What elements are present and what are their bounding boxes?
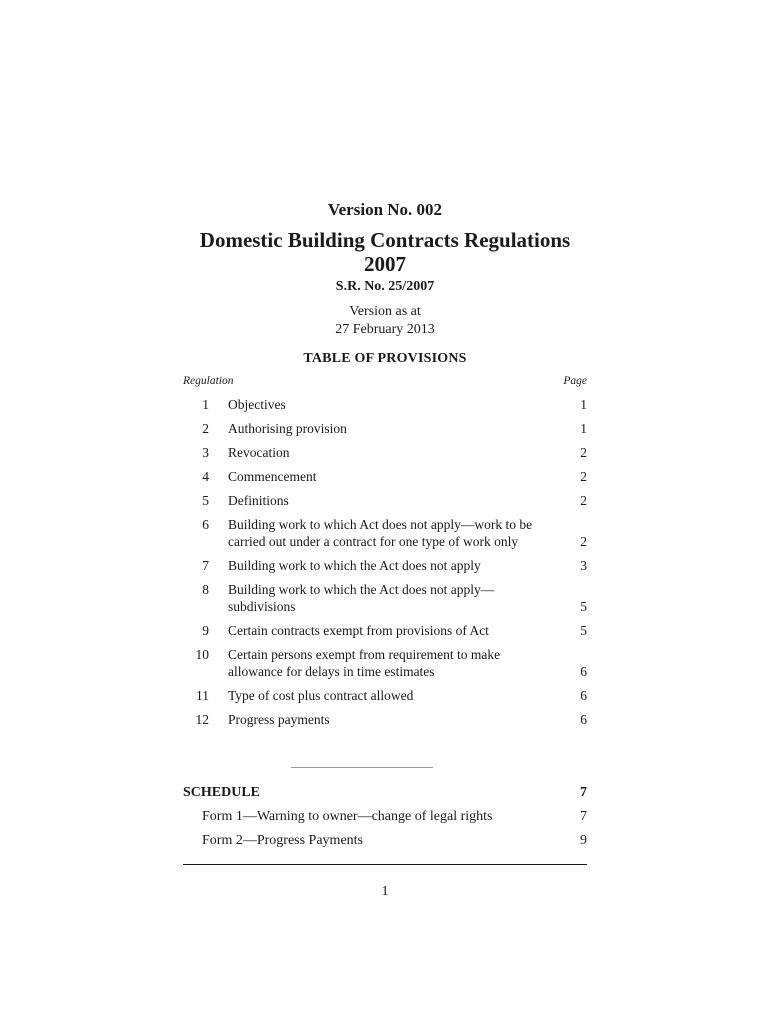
toc-entry-text: Building work to which the Act does not apply—subdivisions <box>228 582 495 614</box>
toc-entry[interactable] <box>183 516 587 550</box>
toc-entry-page: 2 <box>580 534 587 549</box>
page-column-label: Page <box>563 375 587 387</box>
statutory-rule-number: S.R. No. 25/2007 <box>335 279 435 294</box>
toc-entry[interactable] <box>183 622 587 639</box>
toc-entry-page: 6 <box>580 688 587 703</box>
toc-entry[interactable] <box>183 396 587 413</box>
toc-entry-page: 2 <box>580 493 587 508</box>
toc-entry-number: 9 <box>202 623 209 638</box>
toc-entry-number: 5 <box>202 493 209 508</box>
toc-entry-number: 4 <box>202 469 209 484</box>
document-title-line-2: 2007 <box>364 252 406 276</box>
toc-entry-number: 1 <box>202 397 209 412</box>
toc-entry-text: Revocation <box>228 445 290 460</box>
toc-entry-page: 5 <box>580 623 587 638</box>
toc-entry-page: 1 <box>580 397 587 412</box>
toc-entry-text: Building work to which Act does not apply—work to be carried out under a contract for one type of work only <box>228 517 533 549</box>
toc-entry[interactable] <box>183 646 587 680</box>
toc-entry[interactable] <box>183 492 587 509</box>
regulation-column-label: Regulation <box>183 375 234 387</box>
toc-entry-text: Definitions <box>228 493 289 508</box>
schedule-section <box>183 784 587 856</box>
toc-entry-page: 5 <box>580 599 587 614</box>
schedule-form-text: Form 2—Progress Payments <box>202 833 363 848</box>
section-divider <box>291 767 433 768</box>
toc-entry-number: 3 <box>202 445 209 460</box>
schedule-form-text: Form 1—Warning to owner—change of legal rights <box>202 809 493 824</box>
toc-entry-number: 6 <box>202 517 209 532</box>
schedule-form-entry[interactable] <box>183 832 587 849</box>
schedule-form-entry[interactable] <box>183 808 587 825</box>
toc-entry-page: 2 <box>580 469 587 484</box>
toc-entry[interactable] <box>183 711 587 728</box>
toc-entry-number: 11 <box>196 688 209 703</box>
toc-entry-number: 7 <box>202 558 209 573</box>
toc-entry-text: Building work to which the Act does not apply <box>228 558 481 573</box>
toc-entry[interactable] <box>183 687 587 704</box>
toc-list <box>183 396 587 735</box>
document-title <box>0 228 770 276</box>
schedule-heading: SCHEDULE <box>183 785 261 800</box>
toc-entry-page: 3 <box>580 558 587 573</box>
toc-entry[interactable] <box>183 444 587 461</box>
toc-entry-text: Type of cost plus contract allowed <box>228 688 414 703</box>
page-number: 1 <box>381 884 389 899</box>
document-title-line-1: Domestic Building Contracts Regulations <box>199 228 571 252</box>
toc-entry-number: 12 <box>195 712 209 727</box>
toc-entry[interactable] <box>183 468 587 485</box>
toc-entry[interactable] <box>183 420 587 437</box>
toc-entry[interactable] <box>183 581 587 615</box>
schedule-form-page: 7 <box>580 809 587 824</box>
toc-heading: TABLE OF PROVISIONS <box>303 351 467 366</box>
toc-entry-number: 8 <box>202 582 209 597</box>
toc-entry-page: 6 <box>580 664 587 679</box>
version-number: Version No. 002 <box>327 200 443 219</box>
toc-entry-number: 10 <box>195 647 209 662</box>
schedule-heading-row[interactable] <box>183 784 587 801</box>
toc-entry-number: 2 <box>202 421 209 436</box>
toc-entry-text: Certain persons exempt from requirement to make allowance for delays in time estimates <box>228 647 501 679</box>
schedule-form-page: 9 <box>580 833 587 848</box>
toc-entry-page: 2 <box>580 445 587 460</box>
toc-entry-text: Commencement <box>228 469 317 484</box>
version-as-at-label: Version as at <box>349 304 421 319</box>
toc-entry-text: Progress payments <box>228 712 330 727</box>
version-date <box>0 303 770 339</box>
toc-entry[interactable] <box>183 557 587 574</box>
toc-entry-page: 1 <box>580 421 587 436</box>
toc-entry-text: Objectives <box>228 397 286 412</box>
toc-entry-text: Certain contracts exempt from provisions of Act <box>228 623 489 638</box>
footer-divider <box>183 864 587 865</box>
schedule-heading-page: 7 <box>580 785 587 800</box>
toc-entry-text: Authorising provision <box>228 421 347 436</box>
version-as-at-date: 27 February 2013 <box>335 322 435 337</box>
toc-entry-page: 6 <box>580 712 587 727</box>
